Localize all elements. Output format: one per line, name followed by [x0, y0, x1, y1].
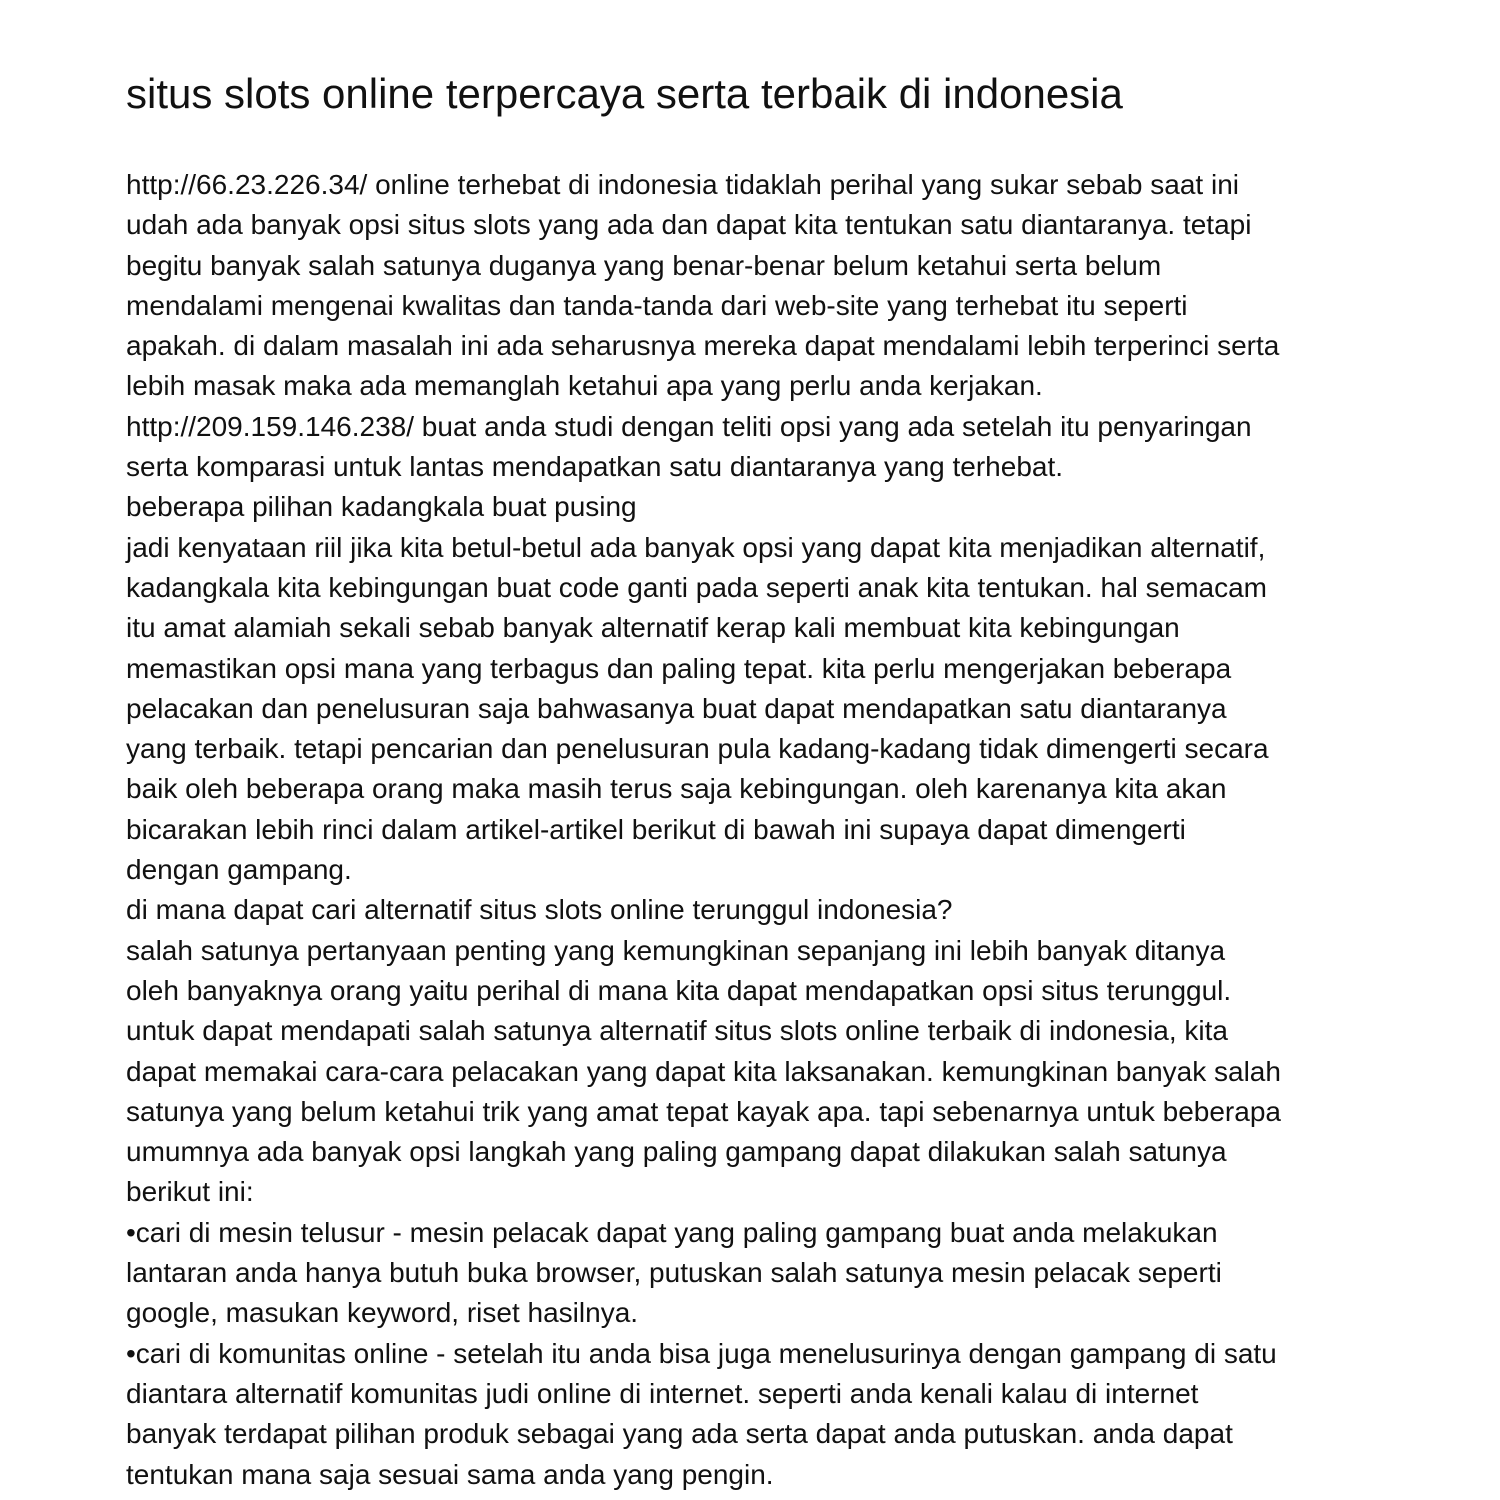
body-line: udah ada banyak opsi situs slots yang ada dan dapat kita tentukan satu diantaranya. tetapi [126, 209, 1252, 241]
body-line: salah satunya pertanyaan penting yang kemungkinan sepanjang ini lebih banyak ditanya [126, 934, 1226, 966]
body-line: untuk dapat mendapati salah satunya alternatif situs slots online terbaik di indonesia, kita [126, 1015, 1229, 1047]
body-line: umumnya ada banyak opsi langkah yang paling gampang dapat dilakukan salah satunya [126, 1136, 1227, 1168]
section-heading: beberapa pilihan kadangkala buat pusing [126, 491, 637, 523]
bullet-line: •cari di komunitas online - setelah itu anda bisa juga menelusurinya dengan gampang di satu [126, 1337, 1277, 1369]
document-title: situs slots online terpercaya serta terbaik di indonesia [126, 70, 1123, 117]
body-line: http://209.159.146.238/ buat anda studi dengan teliti opsi yang ada setelah itu penyaringan [126, 410, 1252, 442]
body-line: begitu banyak salah satunya duganya yang benar-benar belum ketahui serta belum [126, 249, 1162, 281]
body-line: berikut ini: [126, 1176, 254, 1208]
body-line: bicarakan lebih rinci dalam artikel-artikel berikut di bawah ini supaya dapat dimengerti [126, 813, 1186, 845]
body-line: diantara alternatif komunitas judi online di internet. seperti anda kenali kalau di internet [126, 1377, 1199, 1409]
body-line: yang terbaik. tetapi pencarian dan penelusuran pula kadang-kadang tidak dimengerti secara [126, 733, 1269, 765]
body-line: serta komparasi untuk lantas mendapatkan satu diantaranya yang terhebat. [126, 451, 1064, 483]
body-line: apakah. di dalam masalah ini ada seharusnya mereka dapat mendalami lebih terperinci serta [126, 330, 1280, 362]
body-line: itu amat alamiah sekali sebab banyak alternatif kerap kali membuat kita kebingungan [126, 612, 1180, 644]
body-line: oleh banyaknya orang yaitu perihal di mana kita dapat mendapatkan opsi situs terunggul. [126, 974, 1232, 1006]
body-line: jadi kenyataan riil jika kita betul-betul ada banyak opsi yang dapat kita menjadikan alternatif, [126, 531, 1266, 563]
body-line: banyak terdapat pilihan produk sebagai yang ada serta dapat anda putuskan. anda dapat [126, 1418, 1233, 1450]
section-heading: di mana dapat cari alternatif situs slots online terunggul indonesia? [126, 894, 953, 926]
body-line: kadangkala kita kebingungan buat code ganti pada seperti anak kita tentukan. hal semacam [126, 571, 1267, 603]
body-line: http://66.23.226.34/ online terhebat di indonesia tidaklah perihal yang sukar sebab saat ini [126, 169, 1239, 200]
body-line: pelacakan dan penelusuran saja bahwasanya buat dapat mendapatkan satu diantaranya [126, 692, 1227, 724]
body-line: memastikan opsi mana yang terbagus dan paling tepat. kita perlu mengerjakan beberapa [126, 652, 1232, 684]
body-line: google, masukan keyword, riset hasilnya. [126, 1297, 639, 1329]
bullet-line: •cari di mesin telusur - mesin pelacak dapat yang paling gampang buat anda melakukan [126, 1216, 1218, 1248]
body-line: dengan gampang. [126, 854, 352, 886]
document-body [126, 165, 1386, 1495]
body-line: baik oleh beberapa orang maka masih terus saja kebingungan. oleh karenanya kita akan [126, 773, 1227, 805]
body-line: dapat memakai cara-cara pelacakan yang dapat kita laksanakan. kemungkinan banyak salah [126, 1055, 1281, 1087]
body-line: lantaran anda hanya butuh buka browser, putuskan salah satunya mesin pelacak seperti [126, 1257, 1222, 1289]
body-line: lebih masak maka ada memanglah ketahui apa yang perlu anda kerjakan. [126, 370, 1043, 402]
body-line: satunya yang belum ketahui trik yang amat tepat kayak apa. tapi sebenarnya untuk beberapa [126, 1095, 1281, 1127]
body-line: tentukan mana saja sesuai sama anda yang pengin. [126, 1458, 774, 1490]
body-line: mendalami mengenai kwalitas dan tanda-tanda dari web-site yang terhebat itu seperti [126, 289, 1188, 321]
